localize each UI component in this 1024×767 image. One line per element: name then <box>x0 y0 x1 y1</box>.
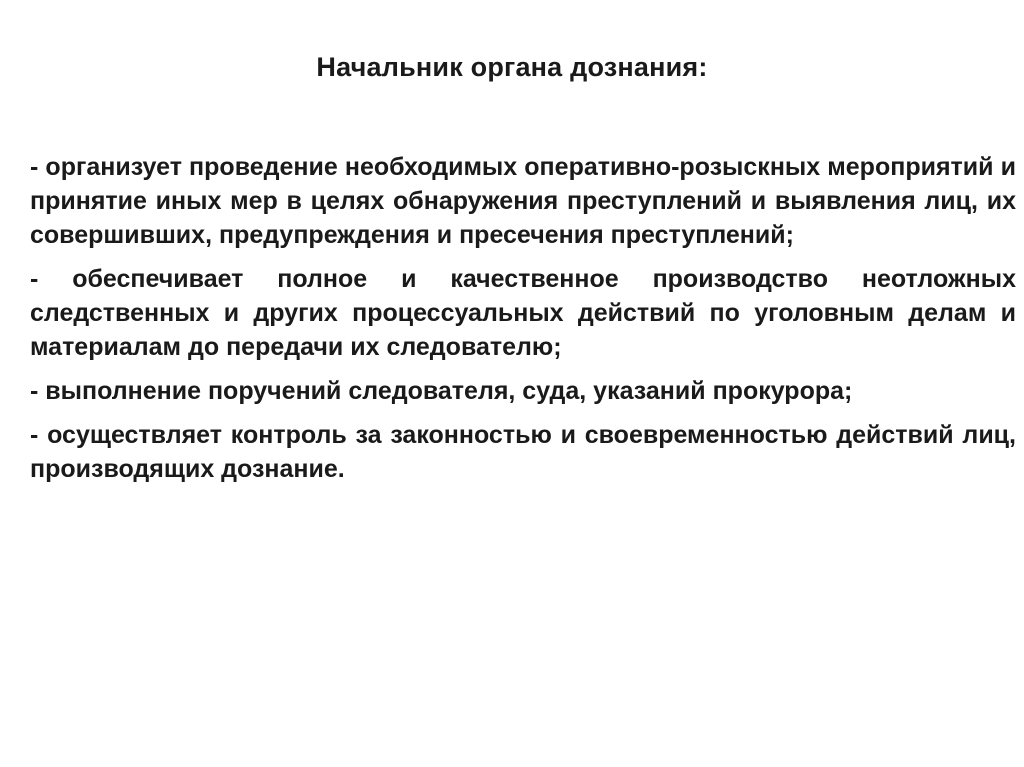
paragraph-control: - осуществляет контроль за законностью и своевременностью действий лиц, производящих дознание. <box>30 421 1016 483</box>
slide-body <box>30 150 1016 496</box>
paragraph-organizes: - организует проведение необходимых оперативно-розыскных мероприятий и принятие иных мер в целях обнаружения преступлений и выявления лиц, их совершивших, предупреждения и пресечения преступлений; <box>30 153 1016 249</box>
paragraph-ensures: - обеспечивает полное и качественное производство неотложных следственных и других процессуальных действий по уголовным делам и материалам до передачи их следователю; <box>30 265 1016 361</box>
paragraph-execution: - выполнение поручений следователя, суда, указаний прокурора; <box>30 377 853 405</box>
slide-title: Начальник органа дознания: <box>316 52 708 82</box>
